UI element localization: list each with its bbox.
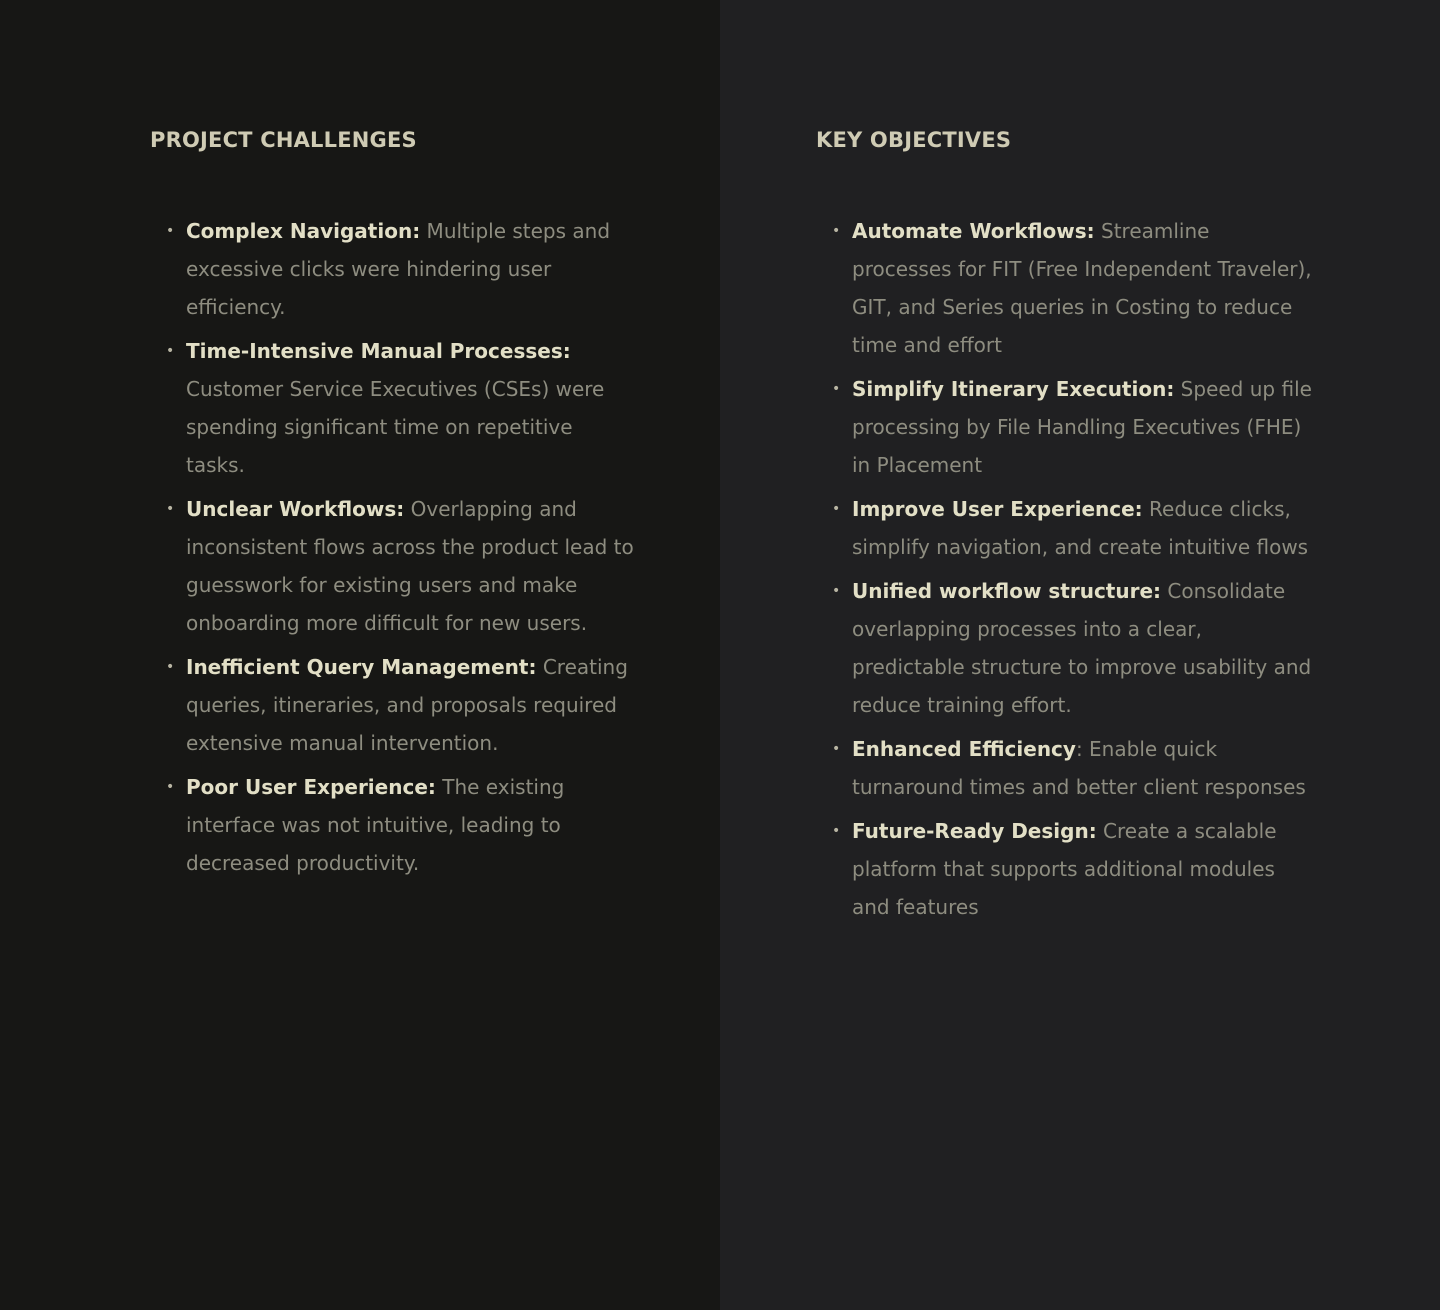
objective-item-automate-workflows [832, 212, 1312, 364]
objective-item-enhanced-efficiency [832, 730, 1312, 806]
objective-item-user-experience [832, 490, 1312, 566]
objective-item-title: Simplify Itinerary Execution: [852, 377, 1175, 401]
challenge-item-user-experience [166, 768, 636, 882]
objective-item-title: Automate Workflows: [852, 219, 1095, 243]
bullet-icon: • [832, 741, 841, 757]
bullet-icon: • [166, 343, 175, 359]
objective-item-title: Improve User Experience: [852, 497, 1143, 521]
bullet-icon: • [166, 779, 175, 795]
challenge-item-title: Poor User Experience: [186, 775, 436, 799]
bullet-icon: • [832, 381, 841, 397]
challenge-item-desc: Multiple steps and excessive clicks were hindering user efficiency. [186, 219, 611, 319]
objective-item-desc: : Enable quick turnaround times and better client responses [852, 737, 1306, 799]
bullet-icon: • [832, 823, 841, 839]
bullet-icon: • [166, 223, 175, 239]
objective-item-desc: Streamline processes for FIT (Free Independent Traveler), GIT, and Series queries in Costing to reduce time and effort [852, 219, 1312, 357]
challenge-item-desc: Customer Service Executives (CSEs) were spending significant time on repetitive tasks. [186, 377, 605, 477]
objective-item-title: Unified workflow structure: [852, 579, 1162, 603]
challenge-item-desc: Creating queries, itineraries, and proposals required extensive manual intervention. [186, 655, 628, 755]
objectives-list [832, 212, 1312, 932]
project-challenges-heading: PROJECT CHALLENGES [150, 128, 417, 152]
objective-item-desc: Reduce clicks, simplify navigation, and create intuitive flows [852, 497, 1309, 559]
bullet-icon: • [832, 223, 841, 239]
challenges-list [166, 212, 636, 888]
objective-item-title: Enhanced Efficiency [852, 737, 1076, 761]
challenge-item-manual-processes [166, 332, 636, 484]
challenge-item-title: Unclear Workflows: [186, 497, 405, 521]
challenge-item-title: Complex Navigation: [186, 219, 421, 243]
bullet-icon: • [166, 501, 175, 517]
challenge-item-complex-navigation [166, 212, 636, 326]
objective-item-desc: Create a scalable platform that supports additional modules and features [852, 819, 1277, 919]
objective-item-future-ready [832, 812, 1312, 926]
objective-item-title: Future-Ready Design: [852, 819, 1097, 843]
challenge-item-desc: The existing interface was not intuitive, leading to decreased productivity. [186, 775, 565, 875]
key-objectives-panel [720, 0, 1440, 1310]
objective-item-unified-workflow [832, 572, 1312, 724]
bullet-icon: • [832, 583, 841, 599]
objective-item-itinerary-execution [832, 370, 1312, 484]
challenge-item-unclear-workflows [166, 490, 636, 642]
bullet-icon: • [832, 501, 841, 517]
challenge-item-title: Time-Intensive Manual Processes: [186, 339, 571, 363]
challenge-item-query-management [166, 648, 636, 762]
challenge-item-desc: Overlapping and inconsistent flows across the product lead to guesswork for existing users and make onboarding more difficult for new users. [186, 497, 634, 635]
challenge-item-title: Inefficient Query Management: [186, 655, 537, 679]
objective-item-desc: Speed up file processing by File Handling Executives (FHE) in Placement [852, 377, 1312, 477]
key-objectives-heading: KEY OBJECTIVES [816, 128, 1012, 152]
objective-item-desc: Consolidate overlapping processes into a clear, predictable structure to improve usability and reduce training effort. [852, 579, 1312, 717]
bullet-icon: • [166, 659, 175, 675]
